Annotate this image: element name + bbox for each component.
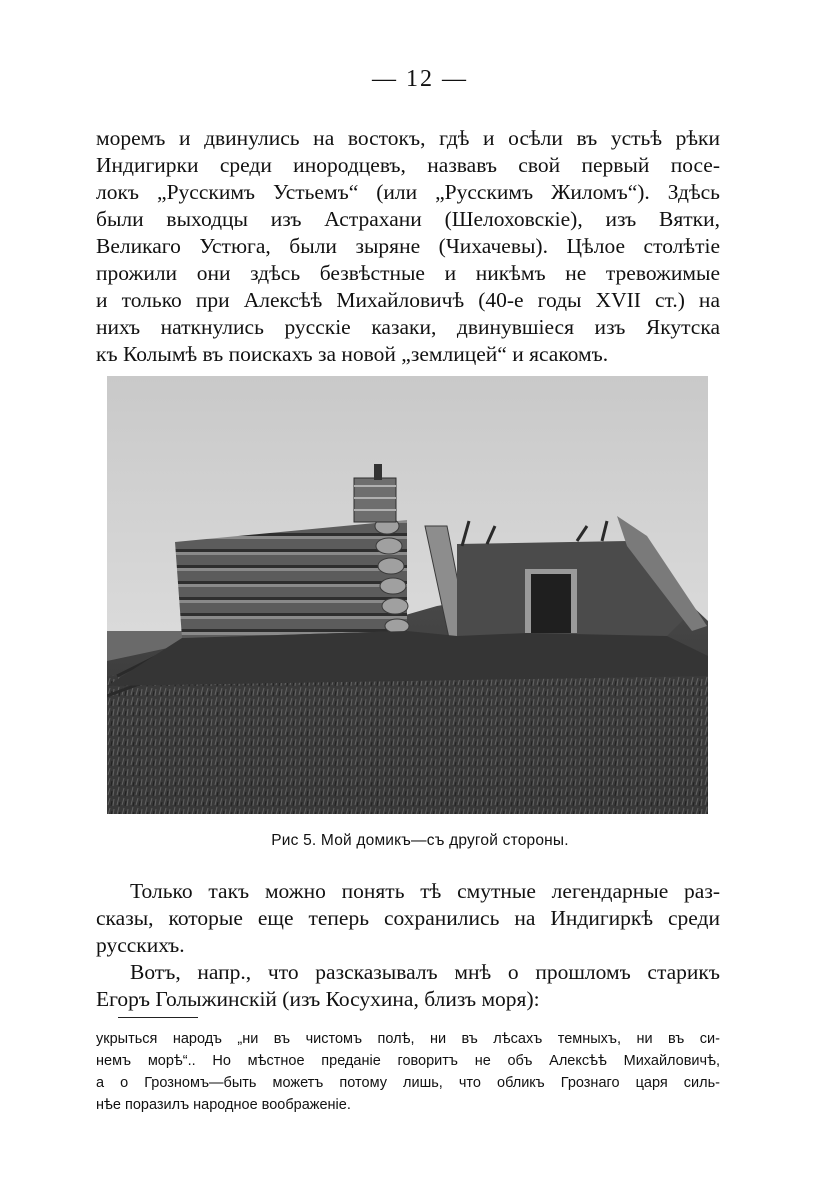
- footnote-line: немъ морѣ“.. Но мѣстное преданіе говоритъ не объ Алексѣѣ Михайловичѣ,: [96, 1053, 720, 1069]
- main-text: [96, 125, 720, 368]
- text-line: нихъ наткнулись русскіе казаки, двинувшіеся изъ Якутска: [96, 315, 720, 339]
- log-house-photo: [107, 376, 708, 814]
- text-line: были выходцы изъ Астрахани (Шелоховскіе), изъ Вятки,: [96, 207, 720, 231]
- footnote-line: а о Грозномъ—быть можетъ потому лишь, что обликъ Грознаго царя силь-: [96, 1075, 720, 1091]
- footnote: [96, 1028, 720, 1116]
- text-line: Вотъ, напр., что разсказывалъ мнѣ о прошломъ старикъ: [130, 960, 720, 984]
- figure-caption: Рис 5. Мой домикъ—съ другой стороны.: [271, 832, 569, 849]
- text-line: русскихъ.: [96, 933, 185, 957]
- text-line: Индигирки среди инородцевъ, назвавъ свой первый посе-: [96, 153, 720, 177]
- text-line: прожили они здѣсь безвѣстные и никѣмъ не тревожимые: [96, 261, 720, 285]
- figure-photo: [107, 376, 708, 814]
- body-text: [96, 878, 720, 1013]
- text-line: сказы, которые еще теперь сохранились на Индигиркѣ среди: [96, 906, 720, 930]
- footnote-line: нѣе поразилъ народное воображеніе.: [96, 1097, 351, 1113]
- text-line: локъ „Русскимъ Устьемъ“ (или „Русскимъ Жиломъ“). Здѣсь: [96, 180, 720, 204]
- text-line: и только при Алексѣѣ Михайловичѣ (40-е годы XVII ст.) на: [96, 288, 720, 312]
- text-line: моремъ и двинулись на востокъ, гдѣ и осѣли въ устьѣ рѣки: [96, 126, 720, 150]
- text-line: къ Колымѣ въ поискахъ за новой „землицей“ и ясакомъ.: [96, 342, 609, 366]
- page-number: — 12 —: [372, 66, 468, 92]
- text-line: Только такъ можно понять тѣ смутные легендарные раз-: [130, 879, 720, 903]
- text-line: Великаго Устюга, были зыряне (Чихачевы). Цѣлое столѣтіе: [96, 234, 720, 258]
- footnote-line: укрыться народъ „ни въ чистомъ полѣ, ни въ лѣсахъ темныхъ, ни въ си-: [96, 1031, 720, 1047]
- footnote-rule: [118, 1017, 198, 1018]
- text-line: Егоръ Голыжинскій (изъ Косухина, близъ моря):: [96, 987, 540, 1011]
